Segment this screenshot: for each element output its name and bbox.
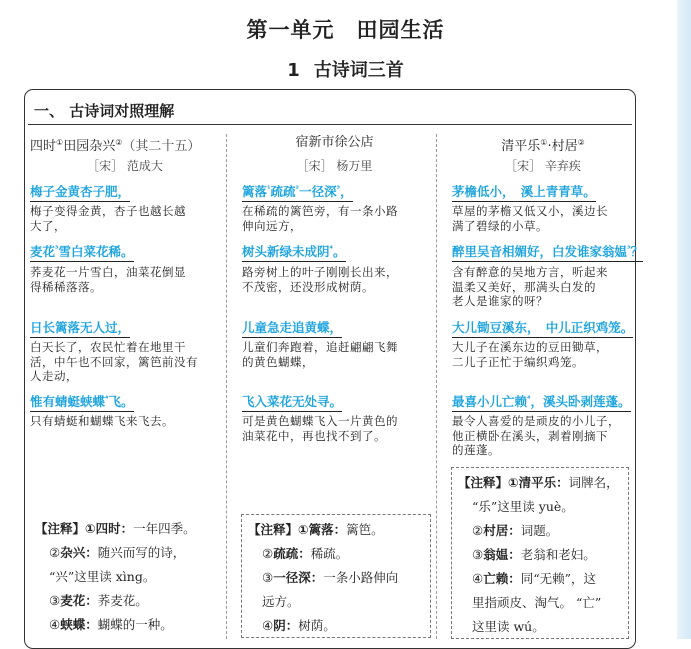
column-divider: [226, 134, 227, 639]
note-item: 【注释】①清平乐：词牌名，: [458, 475, 619, 490]
verse-line: 树头新绿未成阴$^{^4}$。: [242, 242, 346, 262]
verse-line: 日长篱落无人过，: [30, 318, 130, 338]
verse-line: 惟有蜻蜓蛱蝶$^{^4}$飞。: [30, 392, 134, 412]
column-divider: [436, 134, 437, 639]
note-item: ③麦花：荞麦花。: [49, 593, 148, 608]
poem-title: 四时①田园杂兴②（其二十五）: [30, 138, 201, 154]
annotation-box: [241, 514, 431, 638]
verse-line: 儿童急走追黄蝶，: [242, 318, 342, 338]
translation: 含有醉意的吴地方言，听起来 温柔又美好，那满头白发的 老人是谁家的呀？: [452, 265, 608, 308]
verse-line: 最喜小儿亡赖$^{^4}$，溪头卧剥莲蓬。: [452, 392, 631, 412]
note-item: ③翁媪：老翁和老妇。: [472, 547, 596, 562]
lesson-number: 1: [287, 60, 300, 81]
verse-line: 醉里吴音相媚好，白发谁家翁媪$^{^3}$？: [452, 242, 643, 262]
poem-column-2: [242, 134, 427, 443]
translation: 荞麦花一片雪白，油菜花倒显 得稀稀落落。: [30, 265, 186, 294]
translation: 路旁树上的叶子刚刚长出来， 不茂密，还没形成树荫。: [242, 265, 398, 294]
note-item: 远方。: [262, 594, 300, 609]
translation: 草屋的茅檐又低又小，溪边长 满了碧绿的小草。: [452, 204, 608, 233]
translation: 最令人喜爱的是顽皮的小儿子， 他正横卧在溪头，剥着刚摘下 的莲蓬。: [452, 414, 620, 457]
translation: 在稀疏的篱笆旁，有一条小路 伸向远方，: [242, 204, 398, 233]
poem-column-1: [30, 134, 220, 428]
poem-column-3: [452, 134, 644, 457]
translation: 只有蜻蜓和蝴蝶飞来飞去。: [30, 414, 174, 428]
note-item: 这里读 wú。: [472, 619, 545, 634]
poem-title: 宿新市徐公店: [295, 135, 374, 150]
note-item: ④阴：树荫。: [262, 618, 336, 633]
note-item: ③一径深：一条小路伸向: [262, 570, 399, 585]
note-item: ②疏疏：稀疏。: [262, 546, 349, 561]
verse-line: 梅子金黄杏子肥，: [30, 182, 130, 202]
unit-title: 第一单元 田园生活: [246, 18, 445, 42]
lesson-name: 古诗词三首: [313, 60, 404, 81]
verse-line: 麦花$^{^3}$雪白菜花稀。: [30, 242, 134, 262]
poem-author: ［宋］ 杨万里: [296, 159, 373, 173]
translation: 可是黄色蝴蝶飞入一片黄色的 油菜花中，再也找不到了。: [242, 414, 398, 443]
note-item: ②村居：词题。: [472, 523, 559, 538]
poem-title: 清平乐①·村居②: [501, 138, 585, 154]
translation: 白天长了，农民忙着在地里干 活，中午也不回家，篱笆前没有 人走动，: [30, 340, 198, 383]
section-divider: [28, 124, 632, 125]
verse-line: 飞入菜花无处寻。: [242, 392, 342, 412]
section-title: 一、 古诗词对照理解: [34, 102, 175, 120]
poem-author: ［宋］ 范成大: [87, 159, 163, 173]
translation: 儿童们奔跑着，追赶翩翩飞舞 的黄色蝴蝶，: [242, 340, 398, 369]
verse-line: 篱落$^{^1}$疏疏$^{^2}$一径深$^{^3}$，: [242, 182, 353, 202]
note-item: ④蛱蝶：蝴蝶的一种。: [49, 617, 173, 632]
verse-line: 大儿锄豆溪东， 中儿正织鸡笼。: [452, 318, 633, 338]
note-item: 【注释】①四时：一年四季。: [35, 521, 196, 536]
note-item: 【注释】①篱落：篱笆。: [248, 522, 384, 537]
note-item: ②杂兴：随兴而写的诗，: [49, 545, 186, 560]
note-item: “兴”这里读 xìng。: [49, 569, 156, 584]
annotation-box: [451, 467, 629, 639]
note-item: 里指顽皮、淘气。 “亡”: [472, 595, 602, 610]
page-edge-bar: [677, 0, 691, 639]
note-item: “乐”这里读 yuè。: [472, 499, 574, 514]
verse-line: 茅檐低小， 溪上青青草。: [452, 182, 596, 202]
poem-author: ［宋］ 辛弃疾: [505, 159, 581, 173]
annotation-box: [29, 514, 221, 638]
note-item: ④亡赖：同“无赖”，这: [472, 571, 597, 586]
lesson-title: [0, 56, 691, 82]
translation: 大儿子在溪东边的豆田锄草， 二儿子正忙于编织鸡笼。: [452, 340, 608, 369]
translation: 梅子变得金黄，杏子也越长越 大了，: [30, 204, 186, 233]
